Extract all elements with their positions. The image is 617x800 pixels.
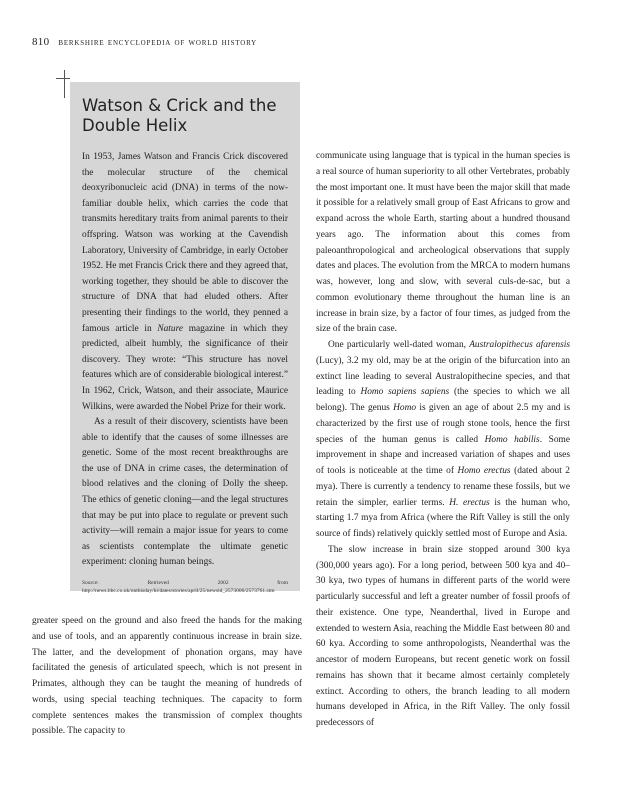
genus-name: Homo bbox=[393, 403, 417, 413]
right-paragraph-3: The slow increase in brain size stopped around 300 kya (300,000 years ago). For a long period, between 500 kya and 40–30 kya, two types of humans in different parts of the world were particularly successful and left a greater number of fossil proofs of their existence. One type, Neanderthal, lived in Europe and extended to western Asia, reaching the Middle East between 80 and 60 kya. According to some anthropologists, Neanderthal was the ancestor of modern Europeans, but recent genetic work on fossil remains has shown that it became almost certainly completely extinct. According to others, the branch leading to all modern humans developed in Africa, in the Rift Valley. The only fossil predecessors of bbox=[316, 544, 570, 728]
right-paragraph-1: communicate using language that is typical in the human species is a real source of human superiority to all other Vertebrates, probably the most important one. It must have been the major skill that made it possible for a relatively small group of East Africans to grow and expand across the whole Earth, starting about a hundred thousand years ago. The information about this comes from paleoanthropological and archeological observations that supply dates and places. The evolution from the MRCA to modern humans was, however, long and slow, with several culs-de-sac, but a common evolutionary theme throughout the human line is an increase in brain size, by a factor of four times, as judged from the size of the brain case. bbox=[316, 151, 570, 335]
magazine-name: Nature bbox=[157, 323, 184, 334]
sidebar-corner-rule-vertical bbox=[64, 70, 65, 98]
species-name: H. erectus bbox=[449, 497, 490, 508]
sidebar-title: Watson & Crick and the Double Helix bbox=[82, 96, 277, 135]
book-title: berkshire encyclopedia of world history bbox=[58, 37, 258, 48]
sidebar-source: Source: Retrieved 2002 from http://news.bbc.co.uk/onthisday/hi/dates/stories/april/25/newsid_2573000/2573761.stm bbox=[82, 580, 288, 595]
left-column-paragraph: greater speed on the ground and also freed the hands for the making and use of tools, and an apparently continuous increase in brain size. The latter, and the development of phonation organs, may have facilitated the genesis of articulated speech, which is not present in Primates, although they can be taught the meaning of hundreds of words, using special teaching techniques. The capacity to form complete sentences makes the transmission of complex thoughts possible. The capacity to bbox=[32, 616, 302, 737]
sidebar-paragraph-2: As a result of their discovery, scientists have been able to identify that the causes of some illnesses are genetic. Some of the most recent breakthroughs are the use of DNA in crime cases, the determination of blood relatives and the cloning of Dolly the sheep. The ethics of genetic cloning—and the legal structures that may be put into place to regulate or prevent such activity—will remain a major issue for years to come as scientists contemplate the ultimate genetic experiment: cloning human beings. bbox=[82, 417, 288, 568]
left-column bbox=[32, 614, 302, 740]
sidebar-corner-rule-horizontal bbox=[56, 78, 70, 79]
sidebar-paragraph-1: In 1953, James Watson and Francis Crick discovered the molecular structure of the chemical deoxyribonucleic acid (DNA) in terms of the now-familiar double helix, which carries the code that transmits hereditary traits from animal parents to their offspring. Watson was working at the Cavendish Laboratory, University of Cambridge, in early October 1952. He met Francis Crick there and they agreed that, working together, they should be able to discover the structure of DNA that had eluded others. After presenting their findings to the world, they penned a famous article in Nature magazine in which they predicted, albeit humbly, the significance of their discovery. They wrote: “This structure has novel features which are of considerable biological interest.” In 1962, Crick, Watson, and their associate, Maurice Wilkins, were awarded the Nobel Prize for their work. bbox=[82, 152, 289, 412]
species-name: Australopithecus afarensis bbox=[469, 340, 570, 350]
sidebar-box bbox=[70, 82, 300, 595]
right-column bbox=[316, 149, 570, 732]
species-name: Homo sapiens sapiens bbox=[360, 387, 450, 398]
page-number: 810 bbox=[32, 36, 50, 48]
species-name: Homo erectus bbox=[457, 466, 511, 476]
right-paragraph-2: One particularly well-dated woman, Australopithecus afarensis (Lucy), 3.2 my old, may be at the origin of the bifurcation into an extinct line leading to several Australopithecine species, and that leading to Homo sapiens sapiens (the species to which we all belong). The genus Homo is given an age of about 2.5 my and is characterized by the first use of rough stone tools, hence the first species of the human genus is called Homo habilis. Some improvement in shape and increased variation of shapes and uses of tools is noticeable at the time of Homo erectus (dated about 2 mya). There is currently a tendency to rename these fossils, but we retain the simpler, earlier terms. H. erectus is the human who, starting 1.7 mya from Africa (where the Rift Valley is still the only source of finds) relatively quickly settled most of Europe and Asia. bbox=[316, 340, 571, 539]
running-header bbox=[32, 36, 257, 48]
species-name: Homo habilis bbox=[484, 434, 540, 445]
